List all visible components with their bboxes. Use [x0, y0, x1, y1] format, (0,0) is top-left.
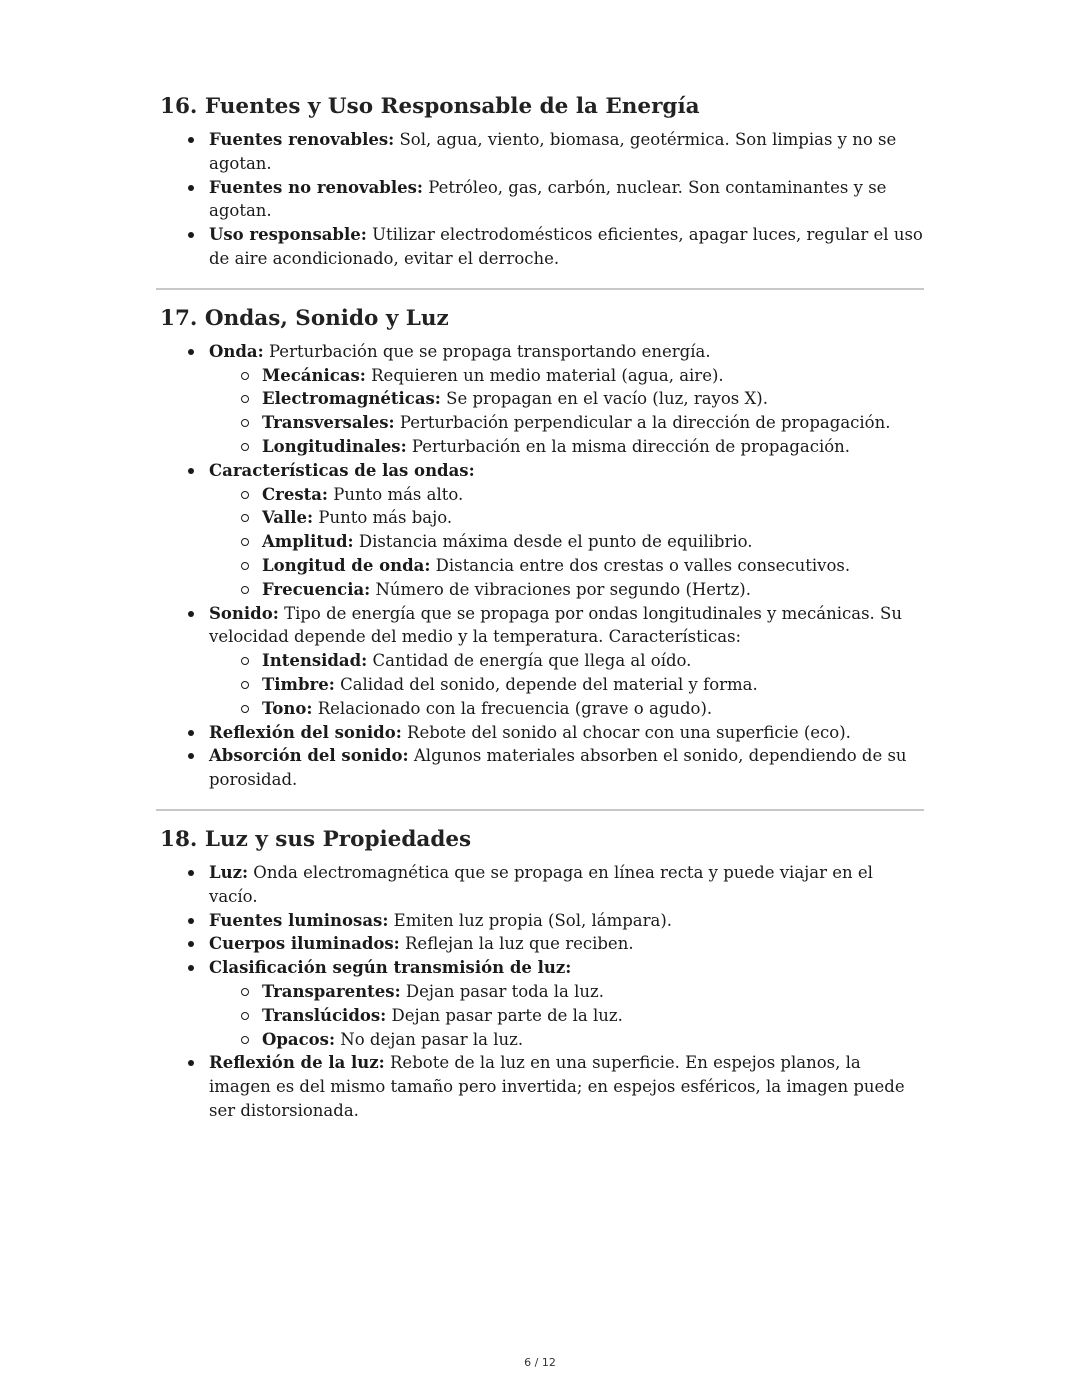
sub-list-item: [262, 554, 924, 578]
item-term: Reflexión del sonido:: [209, 722, 402, 742]
sub-list: [262, 483, 924, 602]
item-term: Luz:: [209, 862, 249, 882]
section-17: [158, 304, 924, 792]
list-item: [158, 340, 924, 459]
item-term: Opacos:: [262, 1029, 336, 1049]
sub-list-item: [262, 506, 924, 530]
item-term: Transparentes:: [262, 981, 401, 1001]
item-term: Características de las ondas:: [209, 460, 475, 480]
item-term: Timbre:: [262, 674, 335, 694]
item-text: Distancia máxima desde el punto de equilibrio.: [353, 532, 753, 552]
section-title: 18. Luz y sus Propiedades: [160, 826, 472, 852]
item-text: Punto más alto.: [328, 484, 464, 504]
list-item: [158, 602, 924, 721]
sub-list: [262, 364, 924, 459]
bullet-list: [158, 861, 924, 1123]
item-term: Electromagnéticas:: [262, 389, 441, 409]
item-text: Distancia entre dos crestas o valles consecutivos.: [430, 555, 851, 575]
item-term: Reflexión de la luz:: [209, 1053, 385, 1073]
page-number: 6 / 12: [524, 1356, 556, 1369]
list-item: [158, 128, 924, 176]
item-term: Fuentes renovables:: [209, 130, 395, 149]
item-term: Fuentes no renovables:: [209, 177, 423, 197]
sub-list-item: [262, 530, 924, 554]
item-text: Tipo de energía que se propaga por ondas longitudinales y mecánicas. Su velocidad depende del medio y la temperatura. Características:: [209, 603, 902, 647]
section-divider: [156, 809, 924, 811]
list-item: [158, 909, 924, 933]
item-text: Cantidad de energía que llega al oído.: [367, 651, 692, 671]
item-term: Amplitud:: [262, 532, 354, 552]
list-item: [158, 956, 924, 1051]
sub-list-item: [262, 697, 924, 721]
item-text: Petróleo, gas, carbón, nuclear. Son contaminantes y se agotan.: [209, 177, 887, 221]
sub-list: [262, 980, 924, 1051]
bullet-list: [158, 340, 924, 792]
sub-list-item: [262, 649, 924, 673]
item-term: Sonido:: [209, 603, 279, 623]
list-item: [158, 744, 924, 792]
section-divider: [156, 288, 924, 290]
section-16: [158, 92, 924, 271]
item-text: Requieren un medio material (agua, aire).: [365, 365, 724, 385]
sub-list-item: [262, 387, 924, 411]
item-text: Punto más bajo.: [313, 508, 453, 528]
item-text: Utilizar electrodomésticos eficientes, apagar luces, regular el uso de aire acondicionado, evitar el derroche.: [209, 225, 923, 268]
item-text: Onda electromagnética que se propaga en línea recta y puede viajar en el vacío.: [209, 862, 873, 906]
item-term: Translúcidos:: [262, 1005, 387, 1025]
list-item: [158, 932, 924, 956]
item-term: Mecánicas:: [262, 365, 366, 385]
document-page: [158, 92, 924, 1123]
sub-list-item: [262, 435, 924, 459]
item-text: Emiten luz propia (Sol, lámpara).: [388, 910, 673, 930]
item-term: Valle:: [262, 508, 314, 528]
item-text: Calidad del sonido, depende del material y forma.: [334, 674, 758, 694]
sub-list-item: [262, 1004, 924, 1028]
item-term: Uso responsable:: [209, 225, 367, 245]
sub-list-item: [262, 364, 924, 388]
list-item: [158, 223, 924, 271]
item-text: Relacionado con la frecuencia (grave o agudo).: [312, 698, 713, 718]
item-term: Clasificación según transmisión de luz:: [209, 958, 572, 978]
list-item: [158, 861, 924, 909]
item-term: Onda:: [209, 341, 264, 361]
sub-list-item: [262, 1028, 924, 1052]
sub-list-item: [262, 483, 924, 507]
sub-list-item: [262, 578, 924, 602]
item-term: Cresta:: [262, 484, 329, 504]
item-term: Absorción del sonido:: [209, 746, 409, 766]
item-text: Perturbación perpendicular a la dirección de propagación.: [394, 413, 891, 433]
item-term: Frecuencia:: [262, 579, 371, 599]
item-text: Reflejan la luz que reciben.: [399, 934, 634, 954]
item-text: Algunos materiales absorben el sonido, dependiendo de su porosidad.: [209, 746, 907, 790]
item-text: Rebote del sonido al chocar con una superficie (eco).: [401, 722, 851, 742]
item-term: Intensidad:: [262, 651, 368, 671]
item-text: Se propagan en el vacío (luz, rayos X).: [440, 389, 768, 409]
section-title: 17. Ondas, Sonido y Luz: [160, 305, 449, 331]
item-text: Dejan pasar parte de la luz.: [386, 1005, 623, 1025]
item-term: Cuerpos iluminados:: [209, 934, 400, 954]
section-18: [158, 825, 924, 1123]
list-item: [158, 176, 924, 224]
item-term: Fuentes luminosas:: [209, 910, 389, 930]
bullet-list: [158, 128, 924, 271]
item-text: Número de vibraciones por segundo (Hertz).: [370, 579, 751, 599]
item-text: Dejan pasar toda la luz.: [400, 981, 604, 1001]
item-text: No dejan pasar la luz.: [335, 1029, 524, 1049]
sub-list-item: [262, 980, 924, 1004]
item-text: Rebote de la luz en una superficie. En espejos planos, la imagen es del mismo tamaño pero invertida; en espejos esféricos, la imagen puede ser distorsionada.: [209, 1053, 905, 1120]
item-term: Longitud de onda:: [262, 555, 431, 575]
item-term: Longitudinales:: [262, 436, 407, 456]
section-title: 16. Fuentes y Uso Responsable de la Energía: [160, 94, 700, 119]
sub-list-item: [262, 411, 924, 435]
list-item: [158, 459, 924, 602]
sub-list: [262, 649, 924, 720]
list-item: [158, 721, 924, 745]
item-term: Tono:: [262, 698, 313, 718]
item-text: Sol, agua, viento, biomasa, geotérmica. Son limpias y no se agotan.: [209, 130, 897, 173]
list-item: [158, 1051, 924, 1122]
item-term: Transversales:: [262, 413, 395, 433]
item-text: Perturbación que se propaga transportando energía.: [263, 341, 711, 361]
item-text: Perturbación en la misma dirección de propagación.: [406, 436, 851, 456]
sub-list-item: [262, 673, 924, 697]
